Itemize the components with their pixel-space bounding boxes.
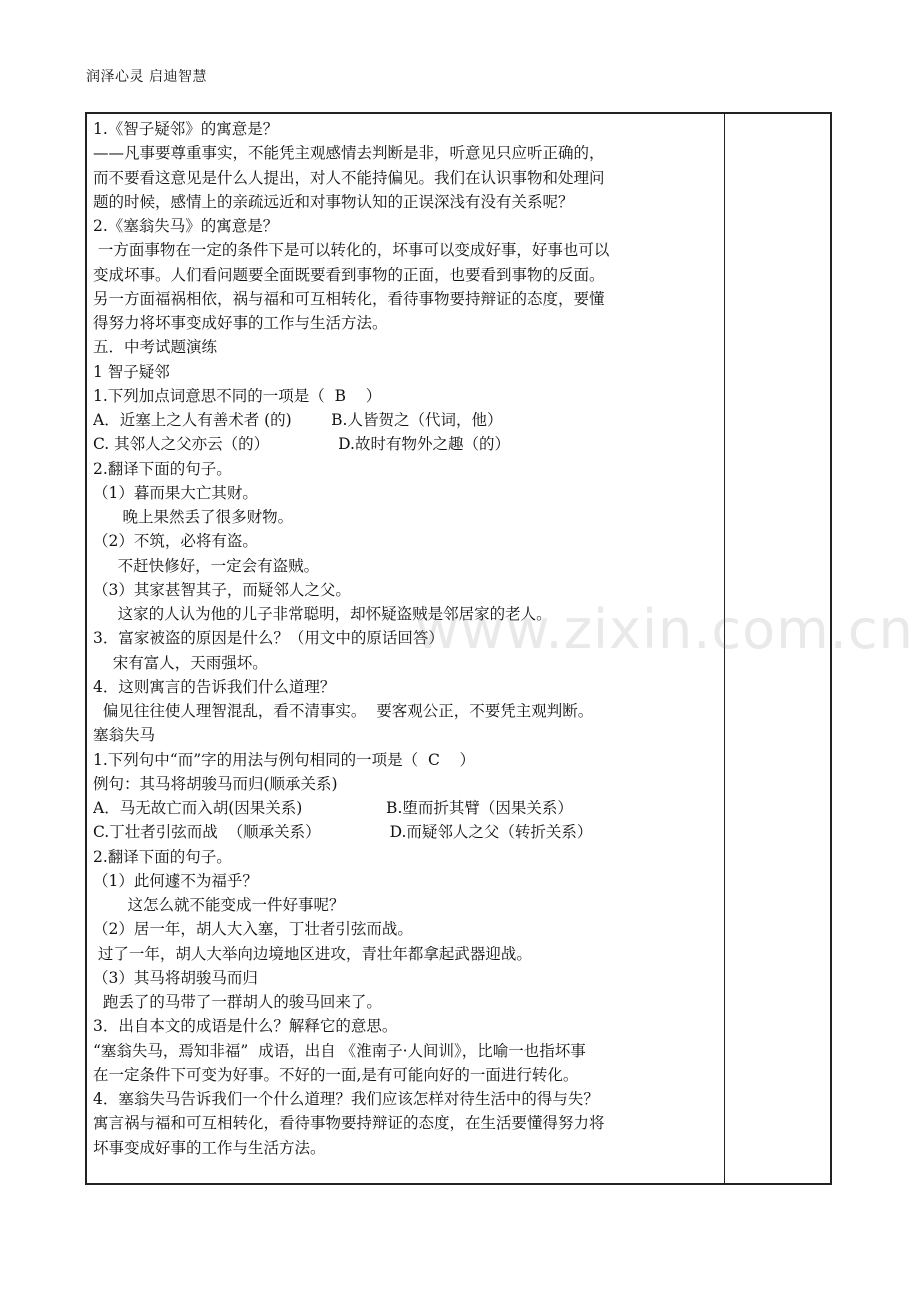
watermark: www.zixin.com.cn (415, 598, 914, 661)
text-line: 4．塞翁失马告诉我们一个什么道理？我们应该怎样对待生活中的得与失？ (93, 1090, 599, 1108)
text-line: 2.翻译下面的句子。 (93, 459, 232, 478)
main-cell (93, 117, 717, 1160)
text-line: 五．中考试题演练 (93, 338, 218, 357)
text-line: 1 智子疑邻 (93, 362, 170, 381)
text-line: 4．这则寓言的告诉我们什么道理？ (93, 677, 336, 696)
text-line: 另一方面福祸相依，祸与福和可互相转化，看待事物要持辩证的态度，要懂 (93, 289, 605, 308)
text-line: 3．出自本文的成语是什么？解释它的意思。 (93, 1017, 398, 1036)
text-line: C.丁壮者引弦而战 （顺承关系） D.而疑邻人之父（转折关系） (93, 823, 593, 842)
text-line: 得努力将坏事变成好事的工作与生活方法。 (93, 314, 388, 332)
text-line: 例句：其马将胡骏马而归(顺承关系) (93, 774, 338, 793)
text-line: C. 其邻人之父亦云（的） D.故时有物外之趣（的） (93, 435, 510, 454)
text-line: 跑丢了的马带了一群胡人的骏马回来了。 (93, 993, 382, 1011)
text-line: 而不要看这意见是什么人提出，对人不能持偏见。我们在认识事物和处理问 (93, 168, 605, 187)
text-line: 不赶快修好，一定会有盗贼。 (93, 556, 320, 575)
text-line: 1.下列加点词意思不同的一项是（ B ） (93, 386, 382, 405)
page-header: 润泽心灵 启迪智慧 (86, 69, 207, 85)
text-line: 1.《智子疑邻》的寓意是？ (93, 120, 279, 138)
text-line: A．马无故亡而入胡(因果关系) B.堕而折其臂（因果关系） (93, 799, 573, 817)
text-line: （2）居一年，胡人大入塞，丁壮者引弦而战。 (93, 920, 413, 939)
text-line: 过了一年，胡人大举向边境地区进攻，青壮年都拿起武器迎战。 (93, 944, 532, 963)
text-line: 题的时候，感情上的亲疏远近和对事物认知的正误深浅有没有关系呢？ (93, 192, 574, 211)
text-line: ——凡事要尊重事实，不能凭主观感情去判断是非，听意见只应听正确的， (93, 144, 605, 163)
text-line: 这怎么就不能变成一件好事呢？ (93, 896, 345, 914)
text-line: A．近塞上之人有善术者 (的) B.人皆贺之（代词，他） (93, 411, 503, 429)
text-line: 晚上果然丢了很多财物。 (93, 508, 294, 526)
text-line: 变成坏事。人们看问题要全面既要看到事物的正面，也要看到事物的反面。 (93, 265, 605, 284)
text-line: （3）其家甚智其子，而疑邻人之父。 (93, 580, 351, 599)
text-line: 偏见往往使人理智混乱，看不清事实。 要客观公正，不要凭主观判断。 (93, 702, 594, 720)
column-divider (724, 114, 725, 1183)
text-line: 宋有富人，天雨强坏。 (93, 653, 268, 672)
text-line: 一方面事物在一定的条件下是可以转化的，坏事可以变成好事，好事也可以 (93, 241, 610, 260)
text-line: （3）其马将胡骏马而归 (93, 968, 258, 987)
text-line: （2）不筑，必将有盗。 (93, 532, 258, 551)
text-line: 3．富家被盗的原因是什么？（用文中的原话回答） (93, 629, 444, 648)
text-line: “塞翁失马，焉知非福” 成语，出自 《淮南子·人间训》，比喻一也指坏事 (93, 1041, 586, 1060)
content-table (85, 112, 832, 1185)
text-line: 2.翻译下面的句子。 (93, 847, 232, 866)
text-line: 2.《塞翁失马》的寓意是？ (93, 217, 279, 235)
text-line: 这家的人认为他的儿子非常聪明，却怀疑盗贼是邻居家的老人。 (93, 605, 552, 623)
text-line: 塞翁失马 (93, 726, 156, 745)
text-line: 寓言祸与福和可互相转化，看待事物要持辩证的态度，在生活要懂得努力将 (93, 1114, 605, 1133)
text-line: 在一定条件下可变为好事。不好的一面,是有可能向好的一面进行转化。 (93, 1065, 579, 1084)
text-line: （1）暮而果大亡其财。 (93, 483, 258, 502)
text-line: 1.下列句中“而”字的用法与例句相同的一项是（ C ） (93, 750, 476, 769)
text-line: （1）此何遽不为福乎？ (93, 871, 258, 890)
text-line: 坏事变成好事的工作与生活方法。 (93, 1138, 326, 1157)
